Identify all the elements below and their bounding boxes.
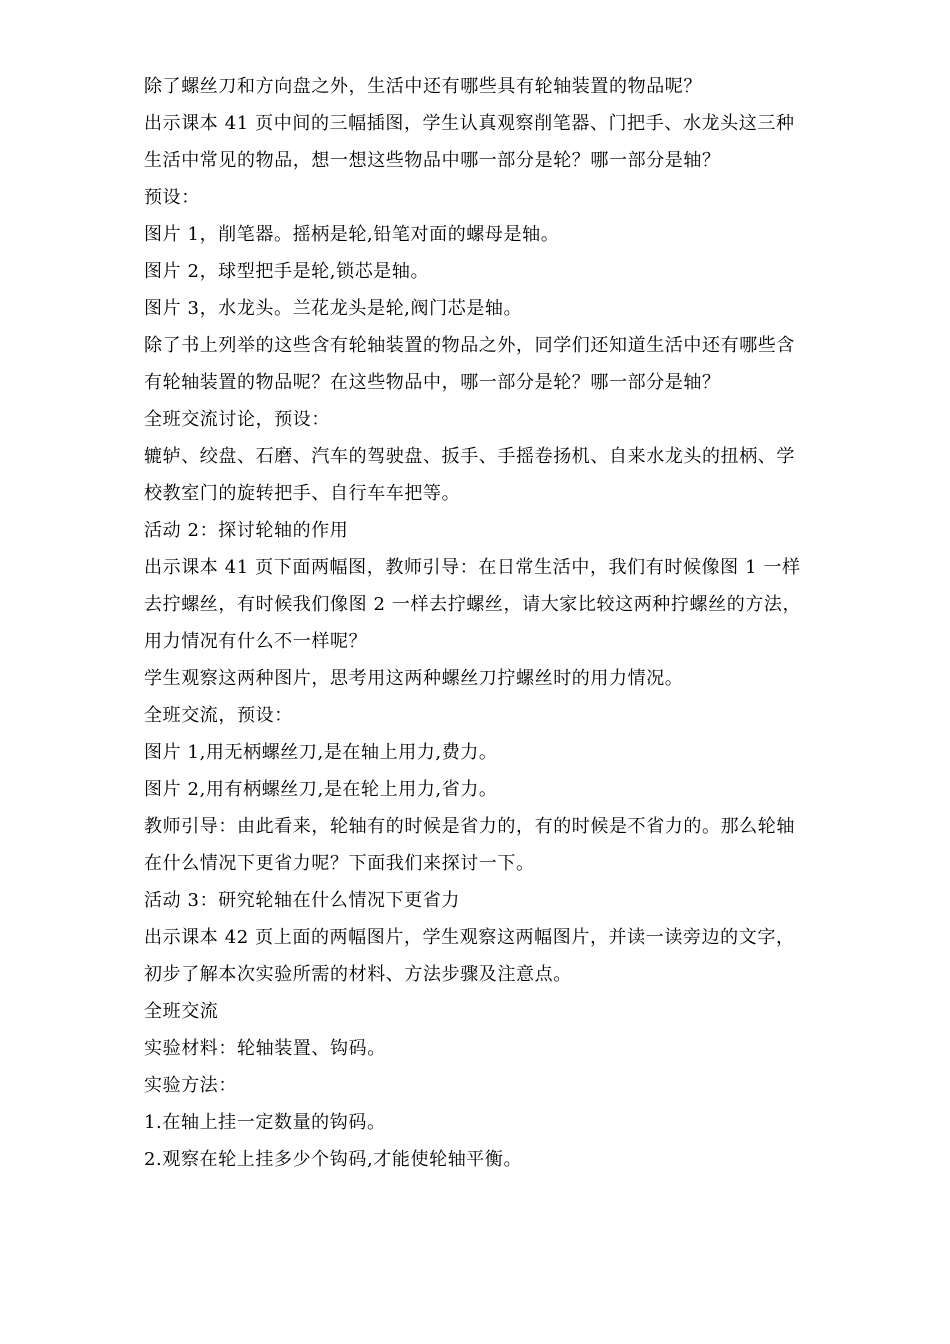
text-line: 全班交流，预设： [144, 705, 293, 726]
text-line: 初步了解本次实验所需的材料、方法步骤及注意点。 [144, 964, 572, 985]
text-line: 图片 2，球型把手是轮,锁芯是轴。 [144, 261, 430, 282]
text-line: 校教室门的旋转把手、自行车车把等。 [144, 483, 461, 504]
text-line: 生活中常见的物品，想一想这些物品中哪一部分是轮？哪一部分是轴？ [144, 150, 721, 171]
text-line: 全班交流讨论，预设： [144, 409, 330, 430]
text-line: 实验材料：轮轴装置、钩码。 [144, 1038, 386, 1059]
text-line: 预设： [144, 187, 200, 208]
text-line: 学生观察这两种图片，思考用这两种螺丝刀拧螺丝时的用力情况。 [144, 668, 684, 689]
text-line: 出示课本 42 页上面的两幅图片，学生观察这两幅图片，并读一读旁边的文字， [144, 927, 795, 948]
text-line: 去拧螺丝，有时候我们像图 2 一样去拧螺丝，请大家比较这两种拧螺丝的方法， [144, 594, 802, 615]
text-line: 除了螺丝刀和方向盘之外，生活中还有哪些具有轮轴装置的物品呢？ [144, 76, 702, 97]
text-line: 图片 1，削笔器。摇柄是轮,铅笔对面的螺母是轴。 [144, 224, 560, 245]
text-line: 辘轳、绞盘、石磨、汽车的驾驶盘、扳手、手摇卷扬机、自来水龙头的扭柄、学 [144, 446, 795, 467]
section-heading: 活动 3：研究轮轴在什么情况下更省力 [144, 890, 460, 911]
text-line: 图片 1,用无柄螺丝刀,是在轴上用力,费力。 [144, 742, 498, 763]
document-page [144, 68, 824, 1178]
text-line: 教师引导：由此看来，轮轴有的时候是省力的，有的时候是不省力的。那么轮轴 [144, 816, 795, 837]
text-line: 除了书上列举的这些含有轮轴装置的物品之外，同学们还知道生活中还有哪些含 [144, 335, 795, 356]
text-line: 实验方法： [144, 1075, 237, 1096]
list-item: 1.在轴上挂一定数量的钩码。 [144, 1112, 386, 1133]
text-line: 有轮轴装置的物品呢？在这些物品中，哪一部分是轮？哪一部分是轴？ [144, 372, 721, 393]
text-line: 全班交流 [144, 1001, 219, 1022]
section-heading: 活动 2：探讨轮轴的作用 [144, 520, 349, 541]
text-line: 出示课本 41 页下面两幅图，教师引导：在日常生活中，我们有时候像图 1 一样 [144, 557, 801, 578]
list-item: 2.观察在轮上挂多少个钩码,才能使轮轴平衡。 [144, 1149, 523, 1170]
text-line: 在什么情况下更省力呢？下面我们来探讨一下。 [144, 853, 535, 874]
text-line: 出示课本 41 页中间的三幅插图，学生认真观察削笔器、门把手、水龙头这三种 [144, 113, 795, 134]
text-line: 用力情况有什么不一样呢？ [144, 631, 368, 652]
text-line: 图片 2,用有柄螺丝刀,是在轮上用力,省力。 [144, 779, 498, 800]
text-line: 图片 3，水龙头。兰花龙头是轮,阀门芯是轴。 [144, 298, 523, 319]
